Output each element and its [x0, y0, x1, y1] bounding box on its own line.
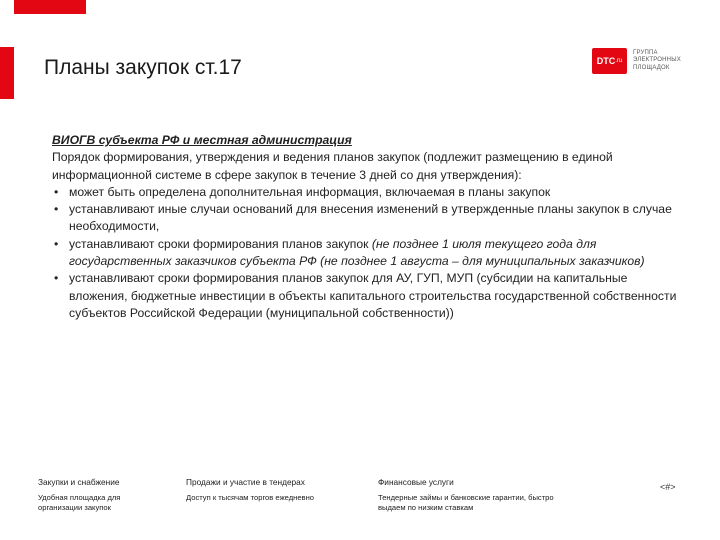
- bullet-italic-note: (не позднее 1 июля текущего года для государственных заказчиков субъекта РФ (не позднее 1 августа – для муниципальных заказчиков): [69, 236, 645, 269]
- footer-description: Удобная площадка для организации закупок: [38, 493, 121, 512]
- bullet-item: [52, 270, 682, 322]
- logo-caption-line: ГРУППА: [633, 49, 658, 56]
- bullet-text: устанавливают сроки формирования планов закупок: [69, 236, 372, 251]
- bullet-text: устанавливают сроки формирования планов закупок для АУ, ГУП, МУП (субсидии на капитальные вложения, бюджетные инвестиции в объекты капитального строительства государственной собственности субъектов Российской Федерации (муниципальной собственности)): [69, 271, 677, 320]
- logo-caption: [633, 50, 681, 73]
- bullet-text: может быть определена дополнительная информация, включаемая в планы закупок: [69, 184, 551, 199]
- section-heading: ВИОГВ субъекта РФ и местная администрация: [52, 133, 352, 147]
- accent-top-bar: [14, 0, 86, 14]
- footer-description: Доступ к тысячам торгов ежедневно: [186, 493, 314, 502]
- bullet-text: устанавливают иные случаи оснований для внесения изменений в утвержденные планы закупок в случае необходимости,: [69, 202, 672, 234]
- slide-title: Планы закупок ст.17: [44, 56, 242, 79]
- footer-title: Продажи и участие в тендерах: [186, 477, 305, 487]
- slide-body: [52, 132, 682, 322]
- logo-caption-line: ПЛОЩАДОК: [633, 64, 670, 71]
- logo-mark: [592, 48, 627, 74]
- footer-description: Тендерные займы и банковские гарантии, быстро выдаем по низким ставкам: [378, 493, 554, 512]
- footer-title: Финансовые услуги: [378, 477, 454, 487]
- bullet-list: [52, 184, 682, 322]
- intro-paragraph: Порядок формирования, утверждения и ведения планов закупок (подлежит размещению в единой информационной системе в сфере закупок в течение 3 дней со дня утверждения):: [52, 150, 613, 182]
- accent-side-bar: [0, 47, 14, 99]
- bullet-item: [52, 201, 682, 236]
- logo-caption-line: ЭЛЕКТРОННЫХ: [633, 57, 681, 64]
- logo-mark-text: DTC: [596, 56, 616, 66]
- footer-column-procurement: [38, 477, 158, 513]
- logo-mark-suffix: .ru: [615, 58, 623, 64]
- footer-column-finance: [378, 477, 558, 513]
- footer-title: Закупки и снабжение: [38, 477, 120, 487]
- page-number: <#>: [660, 482, 676, 492]
- brand-logo: [592, 48, 681, 74]
- bullet-item: [52, 236, 682, 271]
- footer-column-sales: [186, 477, 356, 503]
- bullet-item: [52, 184, 682, 201]
